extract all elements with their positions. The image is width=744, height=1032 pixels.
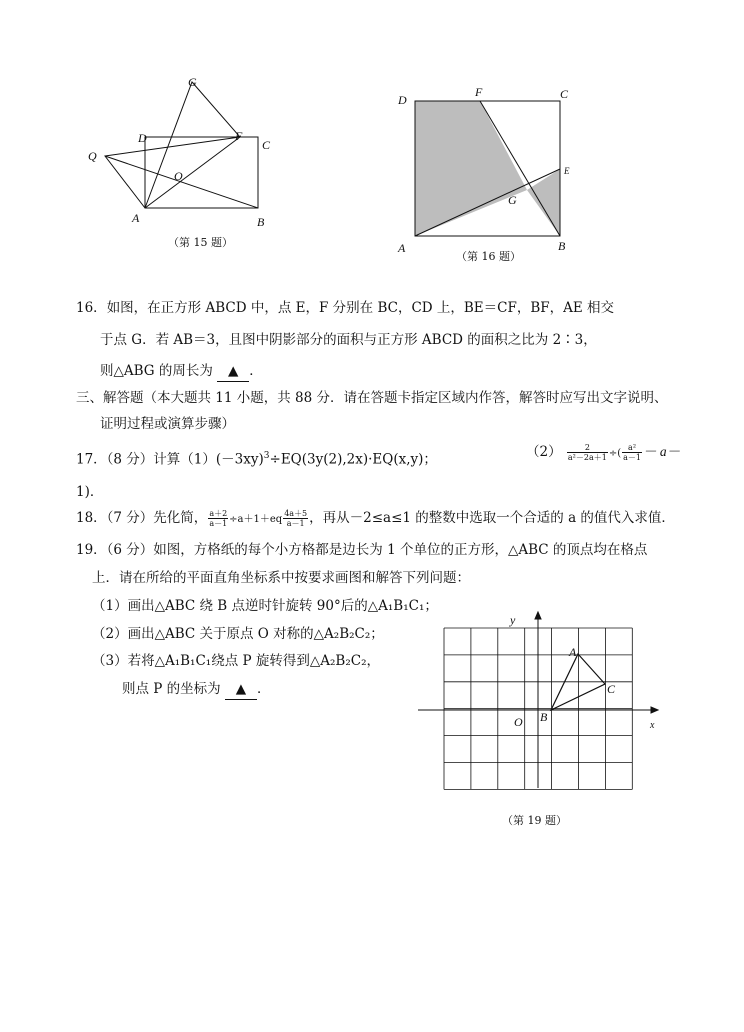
fig15-label-a: A [132,211,140,225]
section-3-line2: 证明过程或演算步骤） [100,416,235,432]
fig15-label-o: O [174,169,183,183]
fig19-label-a: A [569,645,577,659]
q19-sub1: （1）画出△ABC 绕 B 点逆时针旋转 90°后的△A₁B₁C₁； [92,598,438,614]
fig15-label-f: F [235,129,243,143]
q17-tail: － a－ [642,444,681,459]
fig15-label-q: Q [88,149,97,163]
fig19-label-b: B [540,710,548,724]
fig16-label-g: G [508,193,517,207]
fig15-square-agfq [105,82,240,208]
q18-mid: ÷a＋1＋eq [229,514,283,525]
q18-prefix: 18．（7 分）先化简， [76,510,208,526]
q18-fraction-1: $\frac{a+2}{a-1}$ [209,509,228,528]
fig16-label-e: E [564,166,570,176]
fig16-label-f: F [475,85,483,99]
q16-period: ． [249,363,263,379]
figure-15 [80,70,290,250]
q17-divide: ÷( [608,448,622,459]
fig15-label-d: D [138,131,147,145]
q19-period: ． [256,681,271,697]
fig15-caption: （第 15 题） [168,236,233,249]
q16-answer-blank: ▲ [217,361,249,382]
q19-sub2: （2）画出△ABC 关于原点 O 对称的△A₂B₂C₂； [92,626,384,642]
q17-fraction-2: $\frac{\text{a²}}{a-1}$ [623,443,641,462]
fig19-x-axis-arrow [651,707,658,713]
fig15-label-g: G [188,75,197,89]
q17-expr1-exponent: 3 [263,451,270,461]
q17-tail-line2: 1)． [76,484,104,500]
fig16-label-d: D [398,93,407,107]
fig16-label-b: B [558,239,566,253]
q19-sub3b: 则点 P 的坐标为 [122,681,221,697]
q18-fraction-2: $\frac{4a+5}{a-1}$ [284,509,308,528]
q16-text-line2: 于点 G．若 AB＝3，且图中阴影部分的面积与正方形 ABCD 的面积之比为 2∶3， [100,332,597,348]
section-3-line1: 三、解答题（本大题共 11 小题，共 88 分．请在答题卡指定区域内作答，解答时应写出文字说明、 [76,390,668,406]
figure-19 [414,610,674,810]
q17-expr1-rest: ÷EQ(3y(2),2x)·EQ(x,y)； [269,451,437,468]
figure-16 [390,82,590,257]
q19-line2: 上．请在所给的平面直角坐标系中按要求画图和解答下列问题： [92,570,470,586]
fig15-label-c: C [262,138,271,152]
fig15-label-b: B [257,215,265,229]
q17-prefix: 17．（8 分）计算（1） [76,451,216,468]
q19-sub3: （3）若将△A₁B₁C₁绕点 P 旋转得到△A₂B₂C₂， [92,653,380,669]
q16-number: 16． [76,300,107,316]
fig19-caption: （第 19 题） [502,814,567,827]
fig16-label-a: A [398,241,406,255]
fig16-label-c: C [560,87,569,101]
fig16-shaded-region-gbe [527,169,560,236]
fig19-y-axis-arrow [535,612,541,619]
fig19-label-c: C [607,682,616,696]
fig19-label-x: x [650,720,655,731]
q16-text-line1: 如图，在正方形 ABCD 中，点 E，F 分别在 BC，CD 上，BE＝CF，BF，AE 相交 [106,300,615,316]
q17-fraction-1: $\frac{2}{\text{a²－2a＋1}}$ [567,443,607,462]
q16-text-line3: 则△ABG 的周长为 [100,363,213,379]
fig16-caption: （第 16 题） [456,250,521,263]
question-17 [76,443,736,500]
fig19-label-y: y [510,613,516,627]
q17-part2-label: （2） [526,444,562,460]
fig16-shaded-region-adfg [415,101,527,236]
q19-answer-blank: ▲ [225,679,257,700]
q19-line1: 19．（6 分）如图，方格纸的每个小方格都是边长为 1 个单位的正方形，△ABC 的顶点均在格点 [76,542,648,558]
q18-rest: ，再从－2≤a≤1 的整数中选取一个合适的 a 的值代入求值． [309,510,675,526]
fig19-label-o: O [514,715,523,729]
q17-expr1: (－3xy) [215,451,264,468]
